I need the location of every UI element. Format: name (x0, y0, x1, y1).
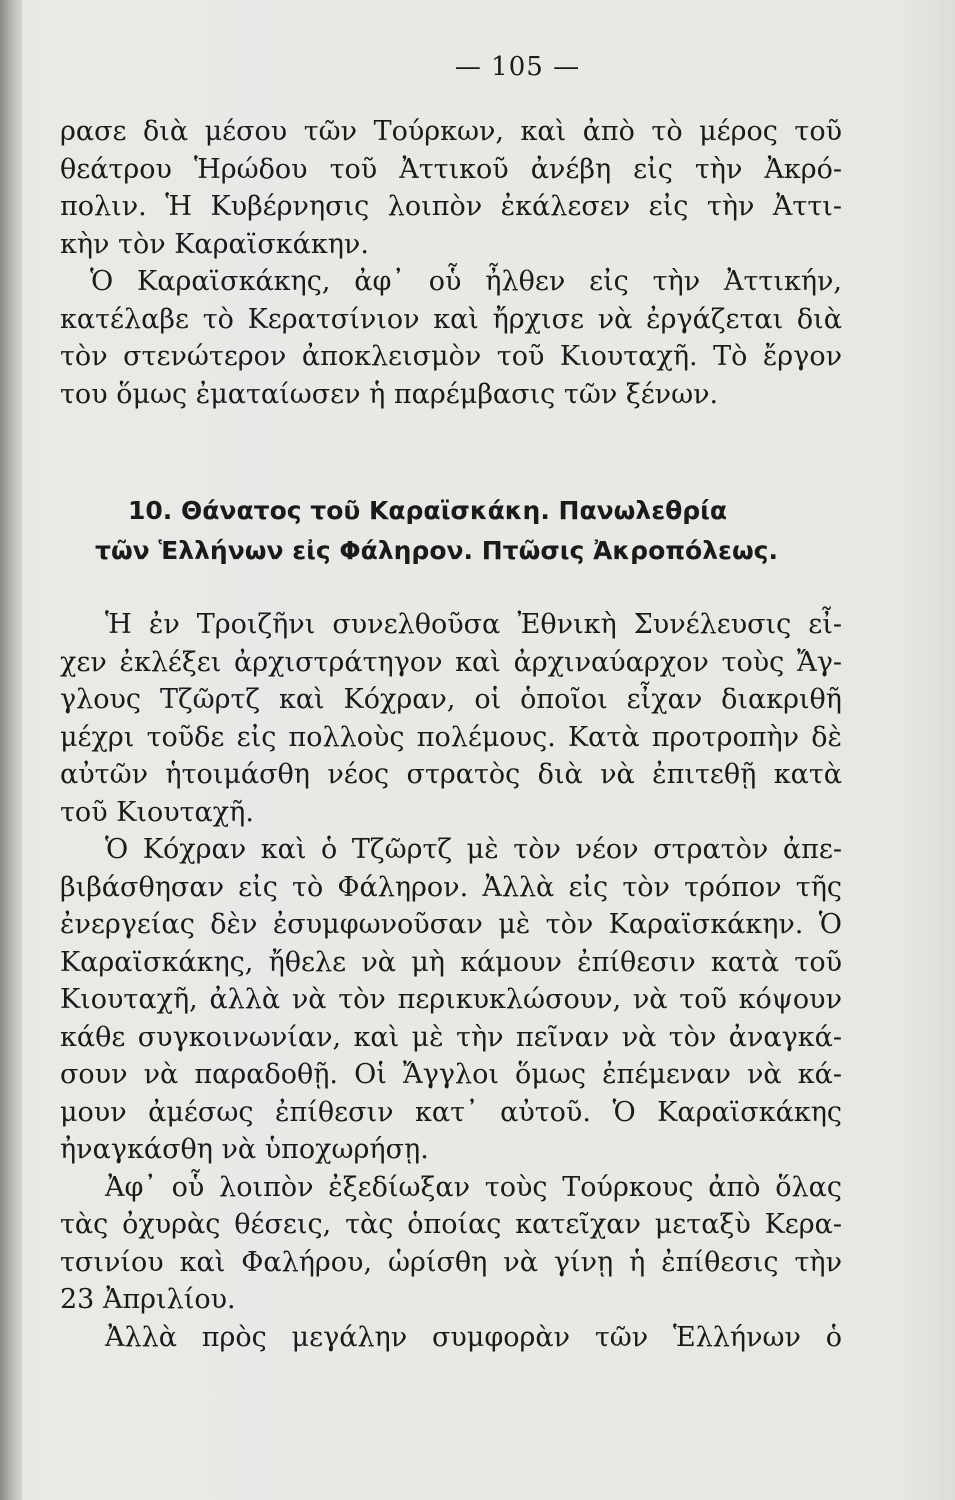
text-line: ἐνεργείας δὲν ἐσυμφωνοῦσαν μὲ τὸν Καραϊσκάκην. Ὁ (60, 909, 842, 940)
text-line: Ἡ ἐν Τροιζῆνι συνελθοῦσα Ἐθνικὴ Συνέλευσις εἶ- (105, 609, 842, 640)
text-line: Καραϊσκάκης, ἤθελε νὰ μὴ κάμουν ἐπίθεσιν κατὰ τοῦ (60, 946, 842, 978)
text-line: Ὁ Κόχραν καὶ ὁ Τζῶρτζ μὲ τὸν νέον στρατὸν ἀπε- (105, 834, 842, 865)
text-line: χεν ἐκλέξει ἀρχιστράτηγον καὶ ἀρχιναύαρχον τοὺς Ἄγ- (60, 646, 842, 678)
text-line: Ἀλλὰ πρὸς μεγάλην συμφορὰν τῶν Ἑλλήνων ὁ (105, 1321, 842, 1353)
text-line: 23 Ἀπριλίου. (60, 1284, 236, 1315)
text-line: μέχρι τοῦδε εἰς πολλοὺς πολέμους. Κατὰ προτροπὴν δὲ (60, 721, 842, 753)
page-number: — 105 — (454, 52, 581, 82)
text-line: Κιουταχῆ, ἀλλὰ νὰ τὸν περικυκλώσουν, νὰ τοῦ κόψουν (60, 984, 842, 1015)
text-line: πολιν. Ἡ Κυβέρνησις λοιπὸν ἐκάλεσεν εἰς τὴν Ἀττι- (60, 191, 842, 222)
text-block-main (60, 606, 842, 1356)
text-line: Ὁ Καραϊσκάκης, ἀφ᾽ οὗ ἦλθεν εἰς τὴν Ἀττικήν, (90, 266, 842, 297)
text-line: τοῦ Κιουταχῆ. (60, 796, 254, 828)
text-line: ρασε διὰ μέσου τῶν Τούρκων, καὶ ἀπὸ τὸ μέρος τοῦ (60, 116, 842, 147)
text-line: κατέλαβε τὸ Κερατσίνιον καὶ ἤρχισε νὰ ἐργάζεται διὰ (60, 303, 842, 335)
text-line: μουν ἀμέσως ἐπίθεσιν κατ᾽ αὐτοῦ. Ὁ Καραϊσκάκης (60, 1096, 842, 1128)
text-line: ἠναγκάσθη νὰ ὑποχωρήσῃ. (60, 1134, 429, 1165)
chapter-title-line-2: τῶν Ἑλλήνων εἰς Φάληρον. Πτῶσις Ἀκροπόλεως. (95, 536, 778, 565)
text-line: κὴν τὸν Καραϊσκάκην. (60, 228, 369, 260)
text-line: γλους Τζῶρτζ καὶ Κόχραν, οἱ ὁποῖοι εἶχαν διακριθῆ (60, 684, 842, 715)
text-line: του ὅμως ἐματαίωσεν ἡ παρέμβασις τῶν ξένων. (60, 378, 719, 410)
text-line: τὸν στενώτερον ἀποκλεισμὸν τοῦ Κιουταχῆ. Τὸ ἔργον (60, 341, 842, 372)
text-line: βιβάσθησαν εἰς τὸ Φάληρον. Ἀλλὰ εἰς τὸν τρόπον τῆς (60, 871, 842, 903)
text-line: κάθε συγκοινωνίαν, καὶ μὲ τὴν πεῖναν νὰ τὸν ἀναγκά- (60, 1021, 842, 1053)
text-line: τσινίου καὶ Φαλήρου, ὡρίσθη νὰ γίνῃ ἡ ἐπίθεσις τὴν (60, 1246, 842, 1278)
text-line: αὐτῶν ἡτοιμάσθη νέος στρατὸς διὰ νὰ ἐπιτεθῇ κατὰ (60, 759, 842, 790)
text-block-top (60, 113, 842, 413)
book-binding-shadow (0, 0, 22, 1500)
chapter-title-line-1: 10. Θάνατος τοῦ Καραϊσκάκη. Πανωλεθρία (128, 496, 728, 525)
text-line: θεάτρου Ἡρώδου τοῦ Ἀττικοῦ ἀνέβη εἰς τὴν Ἀκρό- (60, 153, 842, 185)
text-line: Ἀφ᾽ οὗ λοιπὸν ἐξεδίωξαν τοὺς Τούρκους ἀπὸ ὅλας (105, 1171, 842, 1203)
text-line: σουν νὰ παραδοθῇ. Οἱ Ἄγγλοι ὅμως ἐπέμεναν νὰ κά- (60, 1059, 842, 1090)
text-line: τὰς ὀχυρὰς θέσεις, τὰς ὁποίας κατεῖχαν μεταξὺ Κερα- (60, 1209, 842, 1240)
